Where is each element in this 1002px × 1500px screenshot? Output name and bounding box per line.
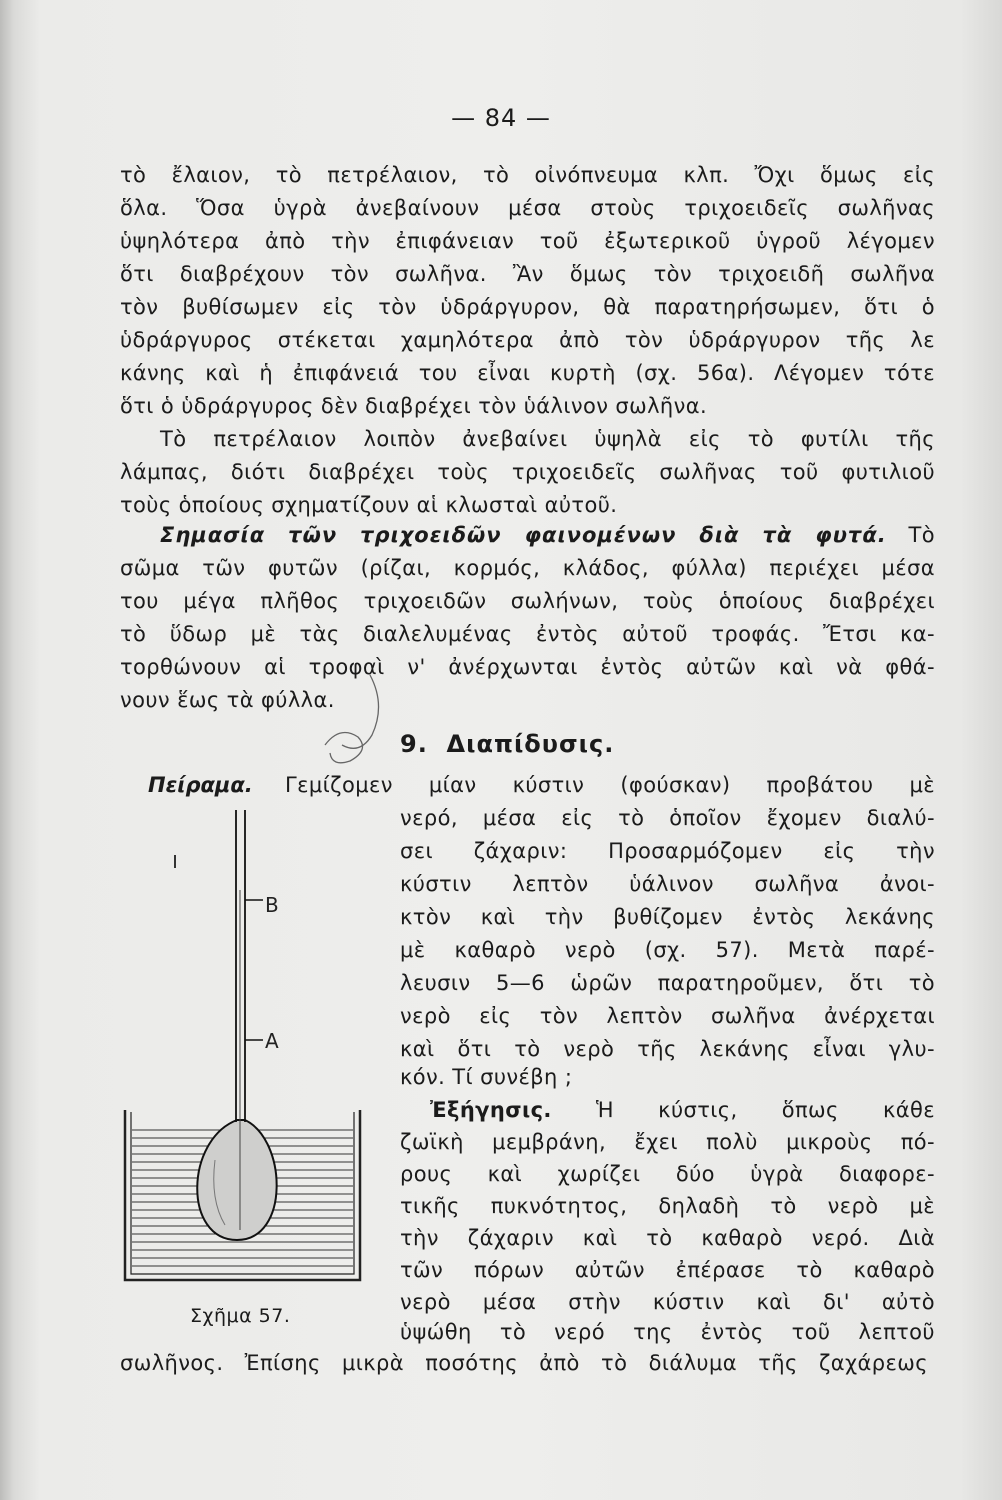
text-line: λευσιν 5—6 ὡρῶν παρατηροῦμεν, ὅτι τὸ bbox=[400, 971, 935, 995]
text-line: του μέγα πλῆθος τριχοειδῶν σωλήνων, τοὺς ὁποίους διαβρέχει bbox=[120, 589, 935, 613]
text-line: νερὸ εἰς τὸν λεπτὸν σωλῆνα ἀνέρχεται bbox=[400, 1004, 935, 1028]
text-line: τοὺς ὁποίους σχηματίζουν αἱ κλωσταὶ αὐτοῦ. bbox=[120, 493, 618, 517]
text-line: ρους καὶ χωρίζει δύο ὑγρὰ διαφορε- bbox=[400, 1162, 935, 1186]
text-line: τῶν πόρων αὐτῶν ἐπέρασε τὸ καθαρὸ bbox=[400, 1258, 935, 1282]
text-line: κάνης καὶ ἡ ἐπιφάνειά του εἶναι κυρτὴ (σχ. 56α). Λέγομεν τότε bbox=[120, 361, 935, 385]
text-line: τὸ ὕδωρ μὲ τὰς διαλελυμένας ἐντὸς αὐτοῦ τροφάς. Ἔτσι κα- bbox=[120, 622, 935, 646]
explanation-label: Ἐξήγησις. bbox=[430, 1098, 552, 1122]
text-line: νουν ἕως τὰ φύλλα. bbox=[120, 688, 335, 712]
text-line: κόν. Τί συνέβη ; bbox=[400, 1065, 573, 1089]
text-line: νερό, μέσα εἰς τὸ ὁποῖον ἔχομεν διαλύ- bbox=[400, 806, 935, 830]
text-line: ὑψηλότερα ἀπὸ τὴν ἐπιφάνειαν τοῦ ἐξωτερικοῦ ὑγροῦ λέγομεν bbox=[120, 229, 935, 253]
text-line: τὴν ζάχαριν καὶ τὸ καθαρὸ νερό. Διὰ bbox=[400, 1226, 935, 1250]
text-line: Τὸ πετρέλαιον λοιπὸν ἀνεβαίνει ὑψηλὰ εἰς τὸ φυτίλι τῆς bbox=[160, 427, 935, 451]
text-line: νερὸ μέσα στὴν κύστιν καὶ δι' αὐτὸ bbox=[400, 1290, 935, 1314]
text-line bbox=[430, 1095, 935, 1125]
subheading-plants: Σημασία τῶν τριχοειδῶν φαινομένων διὰ τὰ φυτά. bbox=[160, 523, 887, 547]
text-line: ζωϊκὴ μεμβράνη, ἔχει πολὺ μικροὺς πό- bbox=[400, 1130, 935, 1154]
text-line: σωλῆνος. Ἐπίσης μικρὰ ποσότης ἀπὸ τὸ διάλυμα τῆς ζαχάρεως bbox=[120, 1351, 928, 1375]
section-heading bbox=[400, 730, 614, 758]
figure-caption: Σχῆμα 57. bbox=[190, 1305, 291, 1327]
text-fragment: Τὸ bbox=[908, 523, 936, 547]
text-line: τορθώνουν αἱ τροφαὶ ν' ἀνέρχωνται ἐντὸς αὐτῶν καὶ νὰ φθά- bbox=[120, 655, 935, 679]
text-line: σῶμα τῶν φυτῶν (ρίζαι, κορμός, κλάδος, φύλλα) περιέχει μέσα bbox=[120, 556, 935, 580]
osmosis-figure bbox=[115, 800, 375, 1290]
text-fragment: Ἡ κύστις, ὅπως κάθε bbox=[596, 1098, 936, 1122]
text-line: τὸ ἔλαιον, τὸ πετρέλαιον, τὸ οἰνόπνευμα κλπ. Ὄχι ὅμως εἰς bbox=[120, 163, 935, 187]
text-line: ὅτι ὁ ὑδράργυρος δὲν διαβρέχει τὸν ὑάλινον σωλῆνα. bbox=[120, 394, 708, 418]
text-line: μὲ καθαρὸ νερὸ (σχ. 57). Μετὰ παρέ- bbox=[400, 938, 935, 962]
page-number: — 84 — bbox=[451, 104, 551, 132]
text-line: ὅτι διαβρέχουν τὸν σωλῆνα. Ἂν ὅμως τὸν τριχοειδῆ σωλῆνα bbox=[120, 262, 935, 286]
text-line: λάμπας, διότι διαβρέχει τοὺς τριχοειδεῖς σωλῆνας τοῦ φυτιλιοῦ bbox=[120, 460, 935, 484]
text-line: ὅλα. Ὅσα ὑγρὰ ἀνεβαίνουν μέσα στοὺς τριχοειδεῖς σωλῆνας bbox=[120, 196, 935, 220]
text-line: ὑδράργυρος στέκεται χαμηλότερα ἀπὸ τὸν ὑδράργυρον τῆς λε bbox=[120, 328, 935, 352]
text-line: σει ζάχαριν: Προσαρμόζομεν εἰς τὴν bbox=[400, 839, 935, 863]
text-line: τικῆς πυκνότητος, δηλαδὴ τὸ νερὸ μὲ bbox=[400, 1194, 935, 1218]
text-line: καὶ ὅτι τὸ νερὸ τῆς λεκάνης εἶναι γλυ- bbox=[400, 1037, 935, 1061]
text-line: τὸν βυθίσωμεν εἰς τὸν ὑδράργυρον, θὰ παρατηρήσωμεν, ὅτι ὁ bbox=[120, 295, 935, 319]
experiment-label: Πείραμα. bbox=[148, 773, 253, 797]
text-line: κτὸν καὶ τὴν βυθίζομεν ἐντὸς λεκάνης bbox=[400, 905, 935, 929]
pencil-mark-icon bbox=[320, 505, 400, 765]
text-line: Γεμίζομεν μίαν κύστιν (φούσκαν) προβάτου μὲ bbox=[285, 773, 935, 797]
section-title: Διαπίδυσις. bbox=[446, 730, 615, 758]
section-number: 9. bbox=[400, 730, 428, 758]
label-b: B bbox=[265, 893, 279, 917]
text-line bbox=[160, 520, 935, 550]
text-line: ὑψώθη τὸ νερό της ἐντὸς τοῦ λεπτοῦ bbox=[400, 1320, 935, 1344]
text-line: κύστιν λεπτὸν ὑάλινον σωλῆνα ἀνοι- bbox=[400, 872, 935, 896]
label-a: A bbox=[265, 1029, 279, 1053]
